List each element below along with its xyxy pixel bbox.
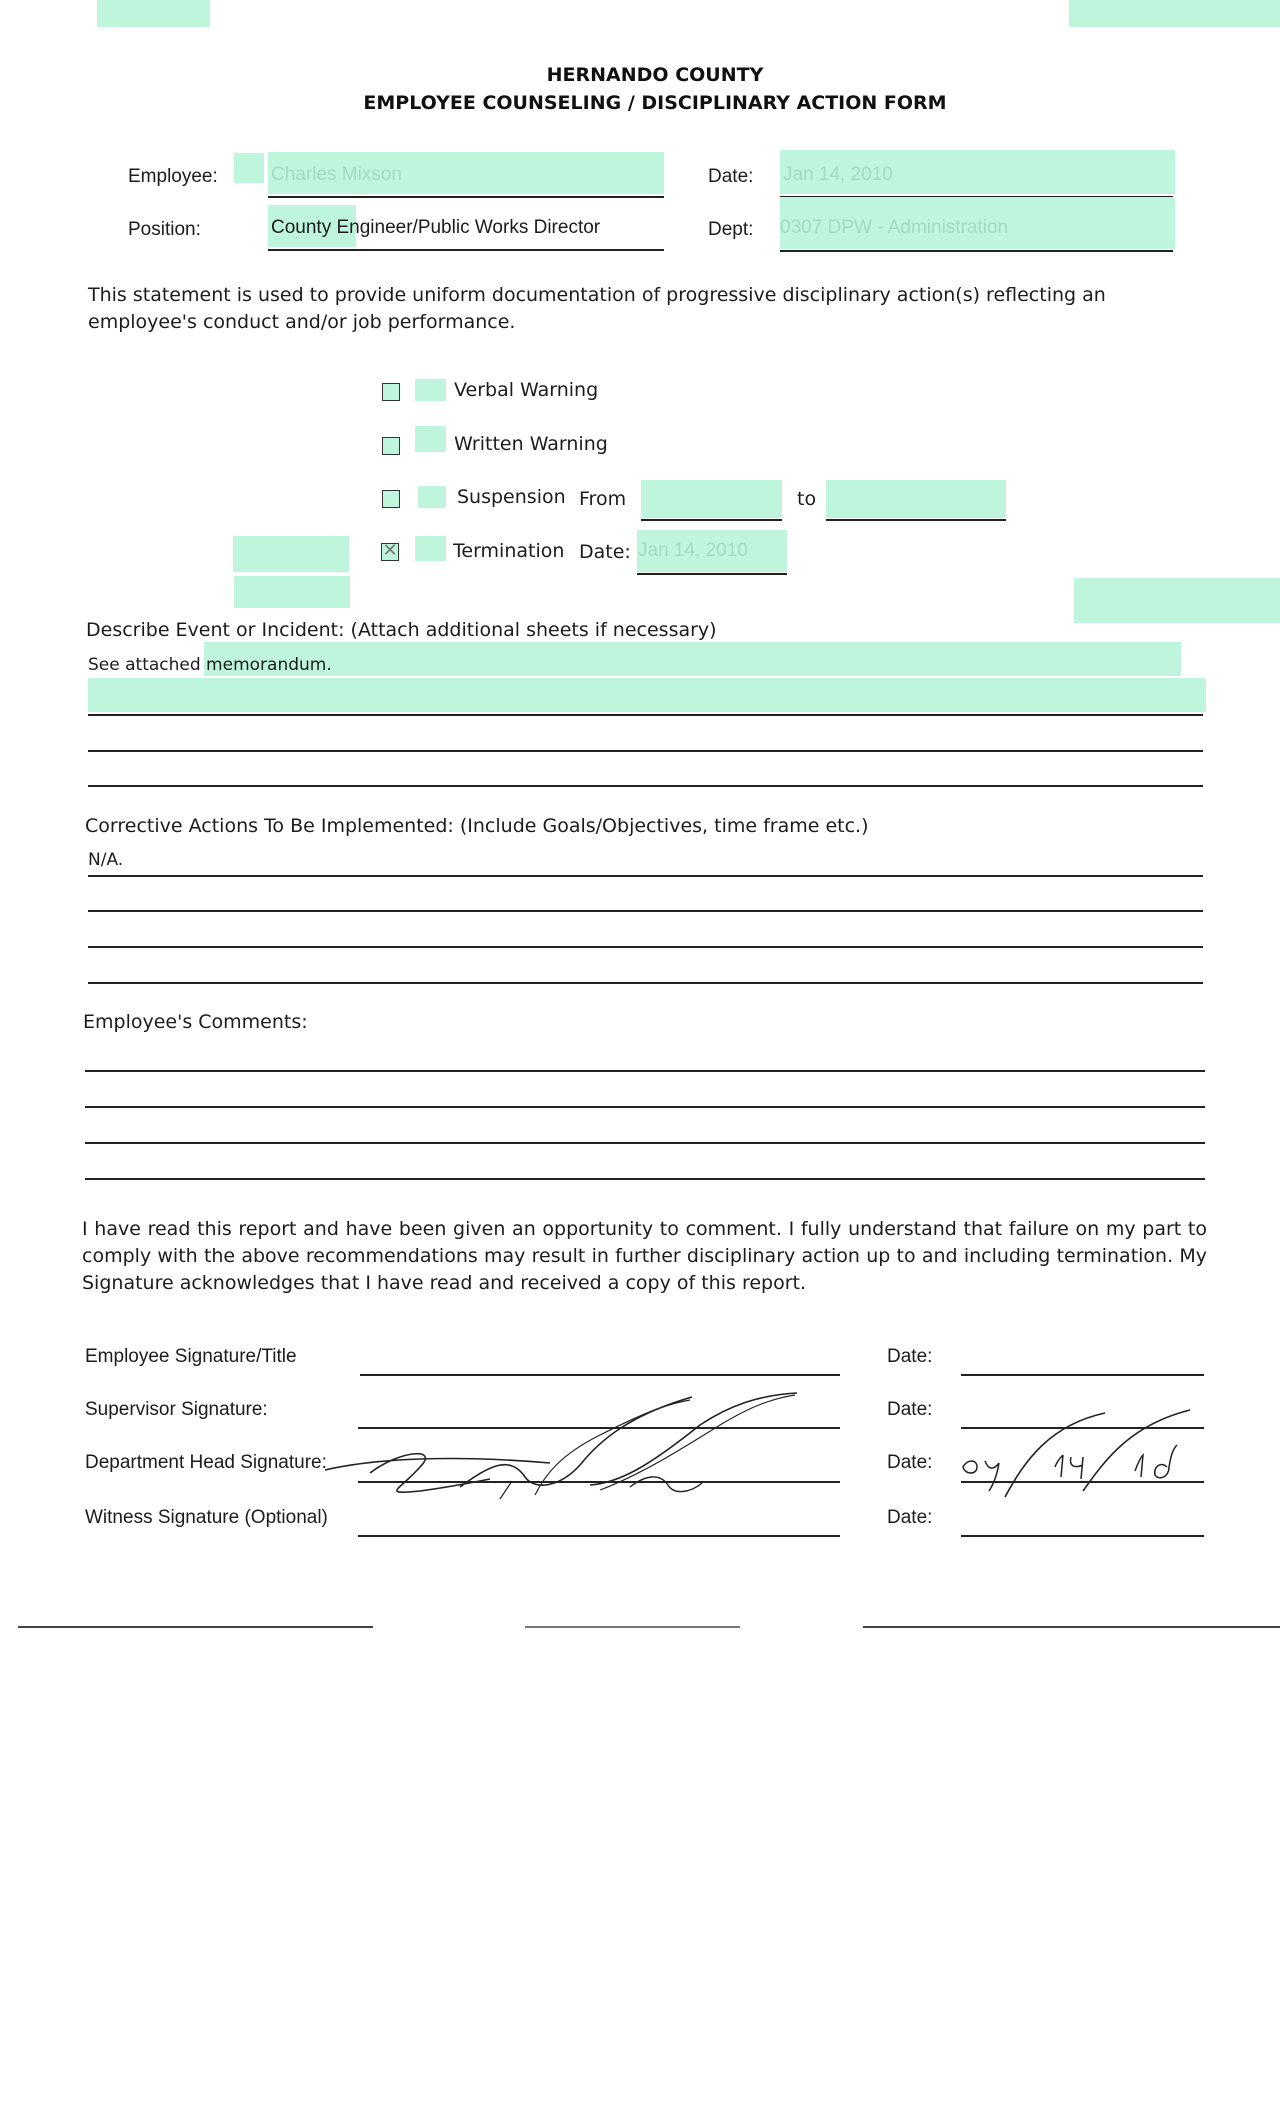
termination-date-value: Jan 14, 2010 [638, 540, 748, 561]
corrective-line [88, 946, 1203, 948]
dept-head-sig-date-label: Date: [887, 1452, 933, 1473]
event-text: See attached memorandum. [88, 655, 332, 675]
event-line [88, 714, 1203, 716]
statement-text: This statement is used to provide uniform documentation of progressive disciplinary action(s) reflecting an employee's conduct and/or job performance. [88, 284, 1106, 333]
verbal-warning-checkbox[interactable] [382, 383, 400, 401]
redaction-highlight [233, 536, 349, 572]
witness-sig-date-line [961, 1535, 1204, 1537]
corrective-label: Corrective Actions To Be Implemented: (Include Goals/Objectives, time frame etc.) [85, 815, 869, 837]
employee-label: Employee: [128, 166, 218, 187]
acknowledgement-text: I have read this report and have been given an opportunity to comment. I fully understand that failure on my part to comply with the above recommendations may result in further disciplinary action up to and including termination. My Signature acknowledges that I have read and received a copy of this report. [82, 1218, 1207, 1294]
termination-label: Termination [453, 540, 565, 562]
comments-line [85, 1142, 1205, 1144]
employee-sig-date-label: Date: [887, 1346, 933, 1367]
handwritten-signature [300, 1395, 820, 1505]
dept-underline [780, 250, 1173, 252]
written-warning-checkbox[interactable] [382, 437, 400, 455]
event-line [88, 750, 1203, 752]
position-underline [268, 249, 664, 251]
handwritten-date [955, 1405, 1215, 1505]
event-line [88, 785, 1203, 787]
checkbox-highlight [415, 426, 446, 452]
event-field-highlight [204, 642, 1181, 676]
witness-sig-date-label: Date: [887, 1507, 933, 1528]
redaction-highlight [1069, 0, 1280, 27]
comments-line [85, 1178, 1205, 1180]
checkbox-highlight [415, 379, 446, 401]
checkbox-highlight [415, 536, 446, 561]
comments-line [85, 1106, 1205, 1108]
employee-signature-label: Employee Signature/Title [85, 1346, 297, 1367]
supervisor-sig-date-label: Date: [887, 1399, 933, 1420]
employee-underline [268, 196, 664, 198]
event-field-highlight [88, 678, 1206, 712]
redaction-highlight [234, 576, 350, 608]
dept-label: Dept: [708, 219, 754, 240]
suspension-from-field[interactable] [641, 480, 782, 518]
witness-signature-line [358, 1535, 840, 1537]
dept-head-signature-label: Department Head Signature: [85, 1452, 327, 1473]
suspension-checkbox[interactable] [382, 490, 400, 508]
employee-signature-line [360, 1374, 840, 1376]
written-warning-label: Written Warning [454, 433, 608, 455]
corrective-text: N/A. [88, 850, 124, 870]
event-label: Describe Event or Incident: (Attach additional sheets if necessary) [86, 619, 717, 641]
form-title: EMPLOYEE COUNSELING / DISCIPLINARY ACTION FORM [363, 92, 947, 114]
suspension-to-field[interactable] [826, 480, 1006, 518]
redaction-highlight [1074, 578, 1280, 623]
position-label: Position: [128, 219, 201, 240]
comments-line [85, 1070, 1205, 1072]
date-label: Date: [708, 166, 754, 187]
position-value: County Engineer/Public Works Director [271, 217, 601, 238]
suspension-to-underline [826, 519, 1006, 521]
verbal-warning-label: Verbal Warning [454, 379, 599, 401]
termination-checkbox[interactable] [381, 540, 399, 561]
termination-date-label: Date: [579, 541, 631, 563]
witness-signature-label: Witness Signature (Optional) [85, 1507, 328, 1528]
county-name: HERNANDO COUNTY [546, 64, 764, 86]
dept-value: 0307 DPW - Administration [780, 217, 1009, 238]
employee-value: Charles Mixson [271, 164, 402, 185]
employee-field-highlight [234, 153, 264, 183]
suspension-to-label: to [797, 488, 817, 510]
supervisor-signature-label: Supervisor Signature: [85, 1399, 268, 1420]
scan-edge-line [525, 1626, 740, 1628]
comments-label: Employee's Comments: [83, 1011, 308, 1033]
checkbox-highlight [418, 486, 446, 508]
suspension-label: Suspension [457, 486, 566, 508]
checkmark-x-icon: ✕ [382, 540, 398, 560]
corrective-line [88, 910, 1203, 912]
date-value: Jan 14, 2010 [783, 164, 893, 185]
corrective-line [88, 982, 1203, 984]
suspension-from-underline [641, 519, 782, 521]
corrective-line [88, 875, 1203, 877]
scan-edge-line [18, 1626, 373, 1628]
suspension-from-label: From [579, 488, 627, 510]
scan-edge-line [863, 1626, 1280, 1628]
termination-date-underline [637, 573, 787, 575]
employee-sig-date-line [961, 1374, 1204, 1376]
redaction-highlight [97, 0, 210, 27]
